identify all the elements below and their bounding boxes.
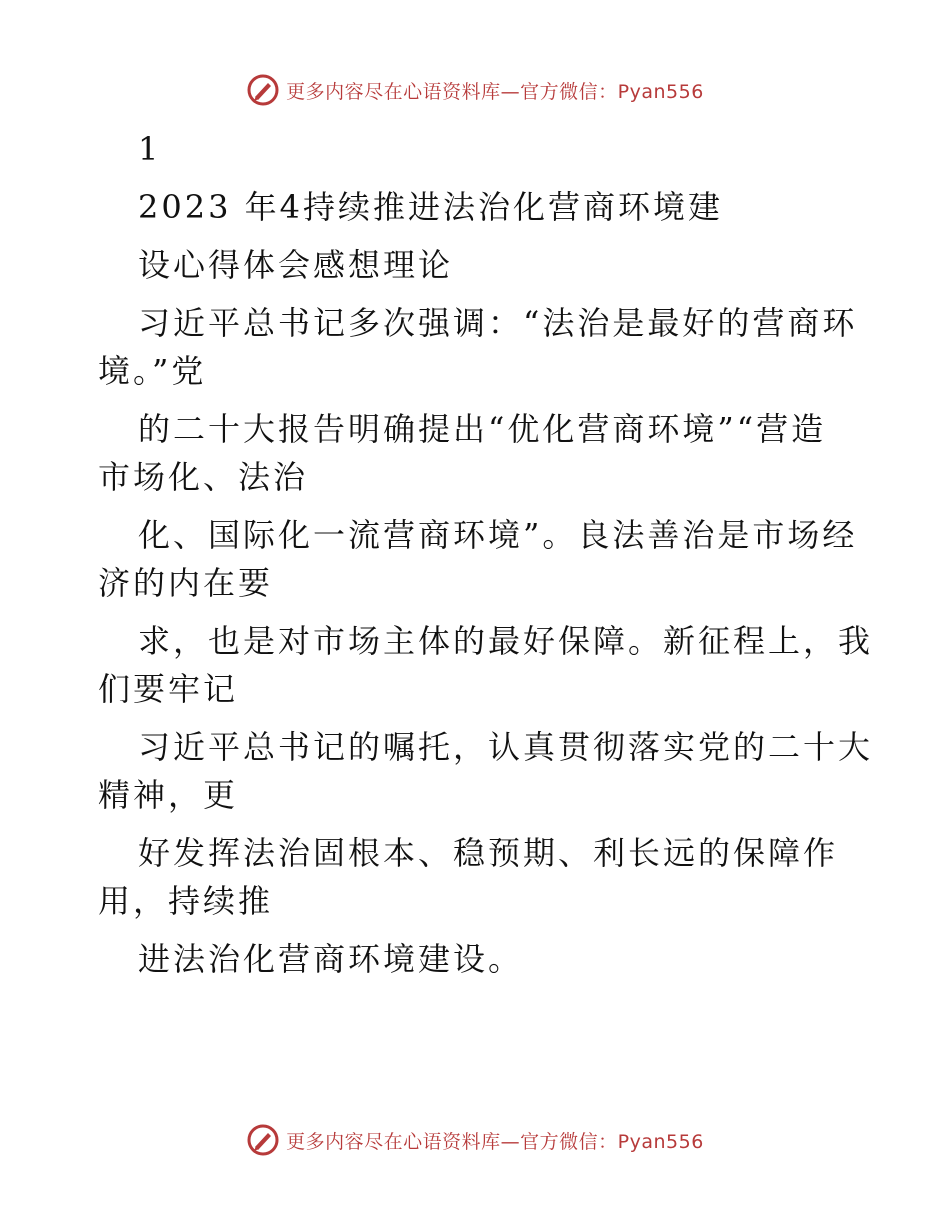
paragraph-line: 化、国际化一流营商环境”。良法善治是市场经 [138,516,858,554]
watermark-text: 更多内容尽在心语资料库—官方微信：Pyan556 [286,80,704,103]
paragraph-line: 好发挥法治固根本、稳预期、利长远的保障作 [138,834,839,872]
paragraph-line: 习近平总书记多次强调：“法治是最好的营商环 [138,304,858,342]
watermark-footer [0,1120,950,1160]
page-number: 1 [138,130,162,168]
paragraph-line: 济的内在要 [98,564,274,602]
paragraph-line: 求，也是对市场主体的最好保障。新征程上，我 [138,622,874,660]
document-body [98,125,874,983]
paragraph-line: 市场化、法治 [98,458,309,496]
paragraph-line: 进法治化营商环境建设。 [138,940,524,978]
pen-circle-logo-icon [246,73,280,107]
pen-circle-logo-icon [246,1123,280,1157]
paragraph-line: 精神，更 [98,776,239,814]
paragraph-line: 用，持续推 [98,882,274,920]
paragraph-line: 们要牢记 [98,670,239,708]
title-line-2: 设心得体会感想理论 [138,246,454,284]
watermark-header [0,70,950,110]
paragraph-line: 的二十大报告明确提出“优化营商环境”“营造 [138,410,827,448]
watermark-text: 更多内容尽在心语资料库—官方微信：Pyan556 [286,1130,704,1153]
title-line-1: 2023 年4持续推进法治化营商环境建 [138,188,723,226]
paragraph-line: 习近平总书记的嘱托，认真贯彻落实党的二十大 [138,728,874,766]
paragraph-line: 境。”党 [98,352,207,390]
